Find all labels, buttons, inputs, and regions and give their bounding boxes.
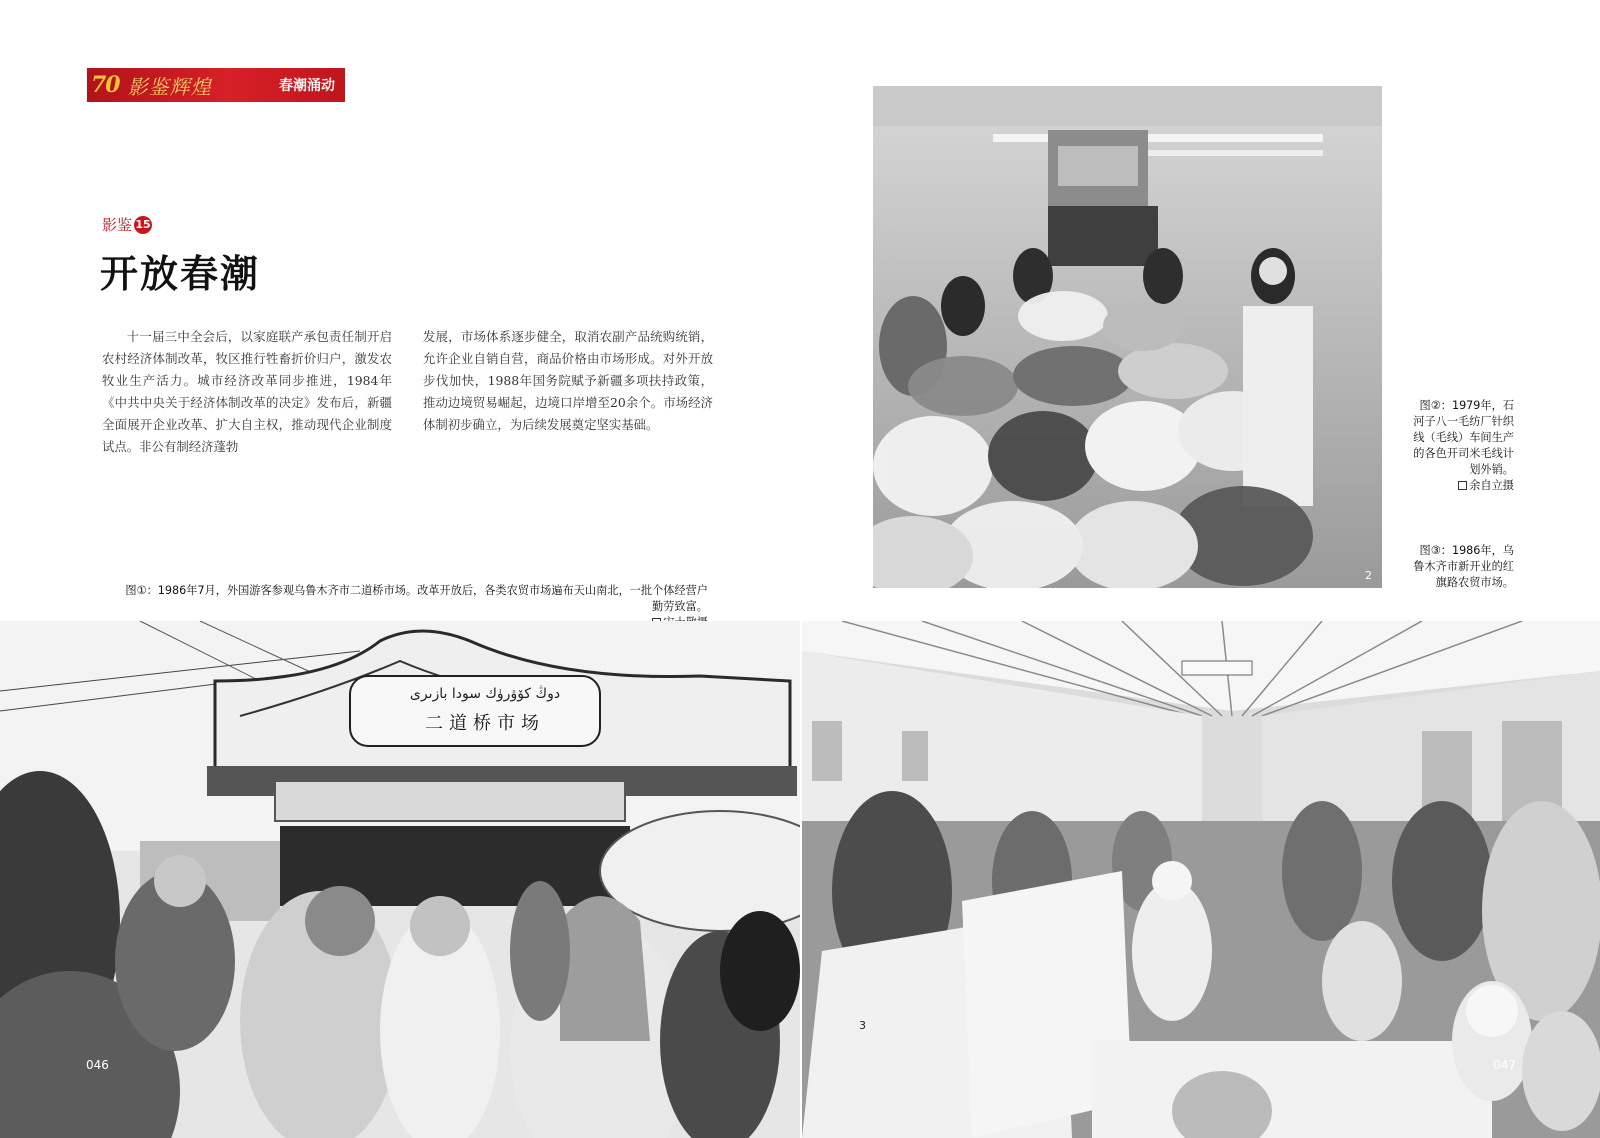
photo-2-wool-factory	[873, 86, 1382, 588]
wool-factory-image	[873, 86, 1382, 588]
market-sign-uyghur: دوڭ كۆۋرۈك سودا بازىرى	[409, 686, 561, 702]
caption-3-text: 图③：1986年，乌鲁木齐市新开业的红旗路农贸市场。	[1413, 544, 1514, 589]
credit-box-icon	[1458, 481, 1467, 490]
anniversary-logo	[87, 68, 212, 102]
body-column-1: 十一届三中全会后，以家庭联产承包责任制开启农村经济体制改革，牧区推行牲畜折价归户，激发农牧业生产活力。城市经济改革同步推进，1984年《中共中央关于经济体制改革的决定》发布后，新疆全面展开企业改革、扩大自主权，推动现代企业制度试点。非公有制经济蓬勃	[102, 329, 392, 454]
photo-2-number: 2	[1365, 569, 1372, 582]
logo-calligraphy: 影鉴辉煌	[127, 74, 212, 99]
caption-2-text: 图②：1979年，石河子八一毛纺厂针织线（毛线）车间生产的各色开司米毛线计划外销。	[1413, 399, 1514, 476]
page-number-right: 047	[1493, 1058, 1516, 1072]
series-number-badge: 15	[134, 216, 152, 234]
page-number-left: 046	[86, 1058, 109, 1072]
market-sign-chinese: 二道桥市场	[425, 713, 545, 734]
series-label	[102, 214, 152, 235]
caption-photo-2	[1410, 398, 1514, 494]
section-label: 春潮涌动	[279, 78, 335, 94]
caption-photo-3	[1410, 543, 1514, 591]
header-banner	[87, 68, 345, 102]
photo-3-number: 3	[859, 1019, 866, 1032]
hongqi-market-image	[802, 621, 1600, 1138]
series-name: 影鉴	[102, 216, 133, 234]
caption-2-credit: 余自立摄	[1469, 479, 1514, 492]
photo-3-hongqi-market	[802, 621, 1600, 1138]
caption-1-text: 图①：1986年7月，外国游客参观乌鲁木齐市二道桥市场。改革开放后，各类农贸市场遍布天山南北，一批个体经营户勤劳致富。	[125, 584, 708, 613]
body-column-2: 发展，市场体系逐步健全，取消农副产品统购统销，允许企业自销自营，商品价格由市场形成。对外开放步伐加快，1988年国务院赋予新疆多项扶持政策，推动边境贸易崛起，边境口岸增至20余个。市场经济体制初步确立，为后续发展奠定坚实基础。	[423, 329, 713, 432]
photo-1-erdaoqiao-market	[0, 621, 800, 1138]
article-title: 开放春潮	[100, 251, 261, 296]
logo-number: 70	[91, 72, 120, 98]
